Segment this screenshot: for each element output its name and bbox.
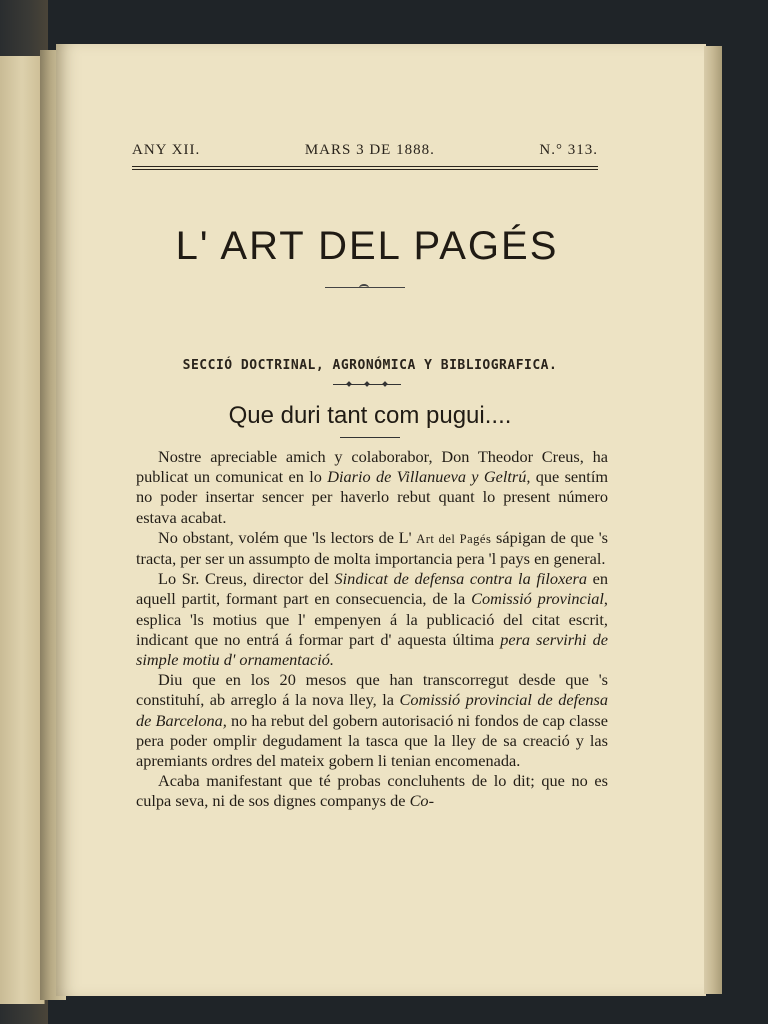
paragraph-4: Diu que en los 20 mesos que han transcorregut desde que 's constituhí, ab arreglo á la nova lley, la Comissió provincial de defensa de Barcelona, no ha rebut del gobern autorisació ni fondos de cap classe pera poder omplir degudament la tasca que la lley de sa creació y las apremiants ordres del mateix gobern li tenian encomenada. [136,670,608,771]
masthead-ornament [325,287,405,288]
header-rule-top [132,166,598,167]
issue-number: N.° 313. [539,142,598,158]
paragraph-3: Lo Sr. Creus, director del Sindicat de defensa contra la filoxera en aquell partit, formant part en consecuencia, de la Comissió provincial, esplica 'ls motius que l' empenyen á la publicació del citat escrit, indicant que no entrá á formar part d' aquesta última pera servirhi de simple motiu d' ornamentació. [136,569,609,670]
issue-date: MARS 3 DE 1888. [304,142,435,158]
volume-label: ANY XII. [132,142,201,158]
page-right-edge [704,46,722,994]
masthead-title: L' ART DEL PAGÉS [175,224,559,268]
paragraph-5: Acaba manifestant que té probas concluhents de lo dit; que no es culpa seva, ni de sos dignes companys de Co- [136,771,608,811]
title-rule [340,437,400,438]
section-ornament [333,384,401,385]
article-title: Que duri tant com pugui.... [228,402,512,429]
left-page-edge [0,56,45,1004]
article-body [136,447,608,812]
paragraph-1: Nostre apreciable amich y colaborabor, Don Theodor Creus, ha publicat un comunicat en lo Diario de Villanueva y Geltrú, que sentím no poder insertar sencer per haverlo rebut quant lo present número estava acabat. [136,447,609,527]
header-rule-bottom [132,169,598,170]
paragraph-2: No obstant, volém que 'ls lectors de L' Art del Pagés sápigan de que 's tracta, per ser un assumpto de molta importancia pera 'l pays en general. [136,527,608,569]
section-heading: SECCIÓ DOCTRINAL, AGRONÓMICA Y BIBLIOGRAFICA. [182,358,558,373]
running-header [132,142,598,159]
